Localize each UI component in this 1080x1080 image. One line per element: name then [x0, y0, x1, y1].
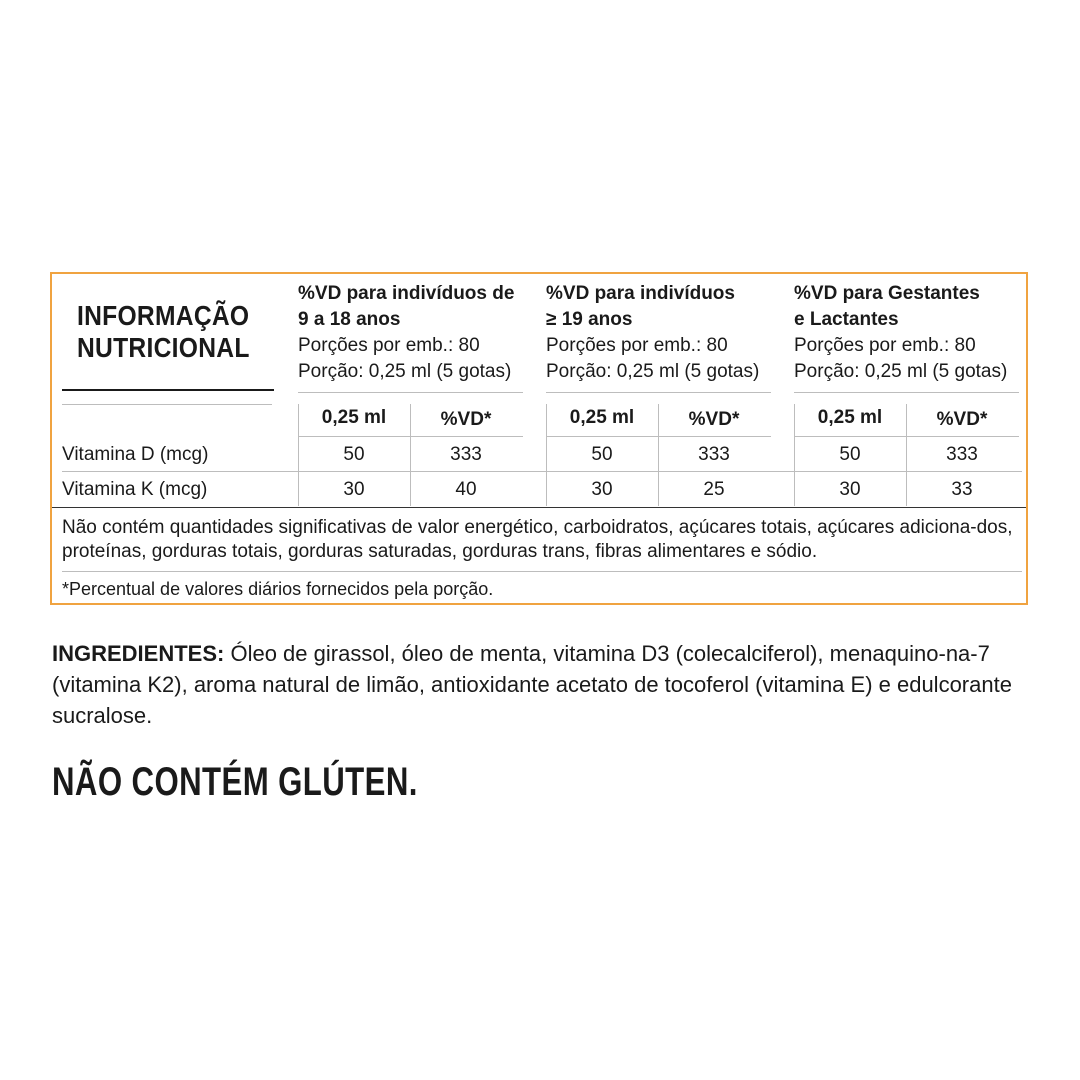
cell-value: 333	[946, 444, 978, 465]
group-heading: %VD para indivíduos	[546, 283, 735, 304]
col-header-amount: 0,25 ml	[817, 407, 883, 428]
group-heading: %VD para Gestantes	[794, 283, 980, 304]
servings-per-pack: Porções por emb.: 80	[298, 335, 480, 356]
ingredients-text	[52, 638, 1027, 731]
cell-value: 25	[703, 479, 725, 500]
group-rule	[298, 392, 523, 393]
group-header-9-18	[298, 281, 514, 385]
footnote-rule	[62, 571, 1022, 572]
row-label-vitamin-d: Vitamina D (mcg)	[62, 444, 209, 465]
group-header-19-plus	[546, 281, 759, 385]
row-rule	[298, 436, 523, 437]
cell-value: 40	[455, 479, 477, 500]
cell-value: 50	[343, 444, 365, 465]
group-rule	[794, 392, 1019, 393]
table-divider	[52, 507, 1026, 508]
title-underline	[62, 389, 274, 391]
row-rule	[62, 471, 1022, 472]
cell-value: 50	[591, 444, 613, 465]
ingredients-label: INGREDIENTES:	[52, 641, 225, 666]
group-subheading: e Lactantes	[794, 309, 899, 330]
table-title	[77, 300, 253, 364]
group-subheading: 9 a 18 anos	[298, 309, 401, 330]
row-rule	[546, 436, 771, 437]
cell-value: 30	[343, 479, 365, 500]
cell-value: 333	[698, 444, 730, 465]
col-header-amount: 0,25 ml	[569, 407, 635, 428]
group-header-pregnant	[794, 281, 1007, 385]
cell-value: 33	[951, 479, 973, 500]
cell-value: 333	[450, 444, 482, 465]
portion-size: Porção: 0,25 ml (5 gotas)	[794, 361, 1008, 382]
row-label-vitamin-k: Vitamina K (mcg)	[62, 479, 208, 500]
portion-size: Porção: 0,25 ml (5 gotas)	[546, 361, 760, 382]
cell-value: 50	[839, 444, 861, 465]
nutrition-note: Não contém quantidades significativas de valor energético, carboidratos, açúcares totais, açúcares adiciona-dos, proteínas, gorduras totais, gorduras saturadas, gorduras trans, fibras alimentares e sódio.	[62, 517, 1013, 562]
servings-per-pack: Porções por emb.: 80	[546, 335, 728, 356]
footnote: *Percentual de valores diários fornecidos pela porção.	[62, 579, 494, 599]
col-header-vd: %VD*	[440, 409, 492, 430]
group-heading: %VD para indivíduos de	[298, 283, 515, 304]
group-rule	[546, 392, 771, 393]
ingredients-list: Óleo de girassol, óleo de menta, vitamina D3 (colecalciferol), menaquino-na-7 (vitamina K2), aroma natural de limão, antioxidante acetato de tocoferol (vitamina E) e edulcorante sucralose.	[52, 641, 1012, 728]
nutrition-table	[50, 272, 1028, 605]
group-subheading: ≥ 19 anos	[546, 309, 633, 330]
col-header-amount: 0,25 ml	[321, 407, 387, 428]
gluten-statement: NÃO CONTÉM GLÚTEN.	[52, 760, 418, 804]
label-rule	[62, 404, 272, 405]
cell-value: 30	[591, 479, 613, 500]
col-header-vd: %VD*	[936, 409, 988, 430]
col-header-vd: %VD*	[688, 409, 740, 430]
cell-value: 30	[839, 479, 861, 500]
title-line-1: INFORMAÇÃO	[77, 300, 250, 331]
title-line-2: NUTRICIONAL	[77, 332, 250, 363]
servings-per-pack: Porções por emb.: 80	[794, 335, 976, 356]
portion-size: Porção: 0,25 ml (5 gotas)	[298, 361, 512, 382]
row-rule	[794, 436, 1019, 437]
